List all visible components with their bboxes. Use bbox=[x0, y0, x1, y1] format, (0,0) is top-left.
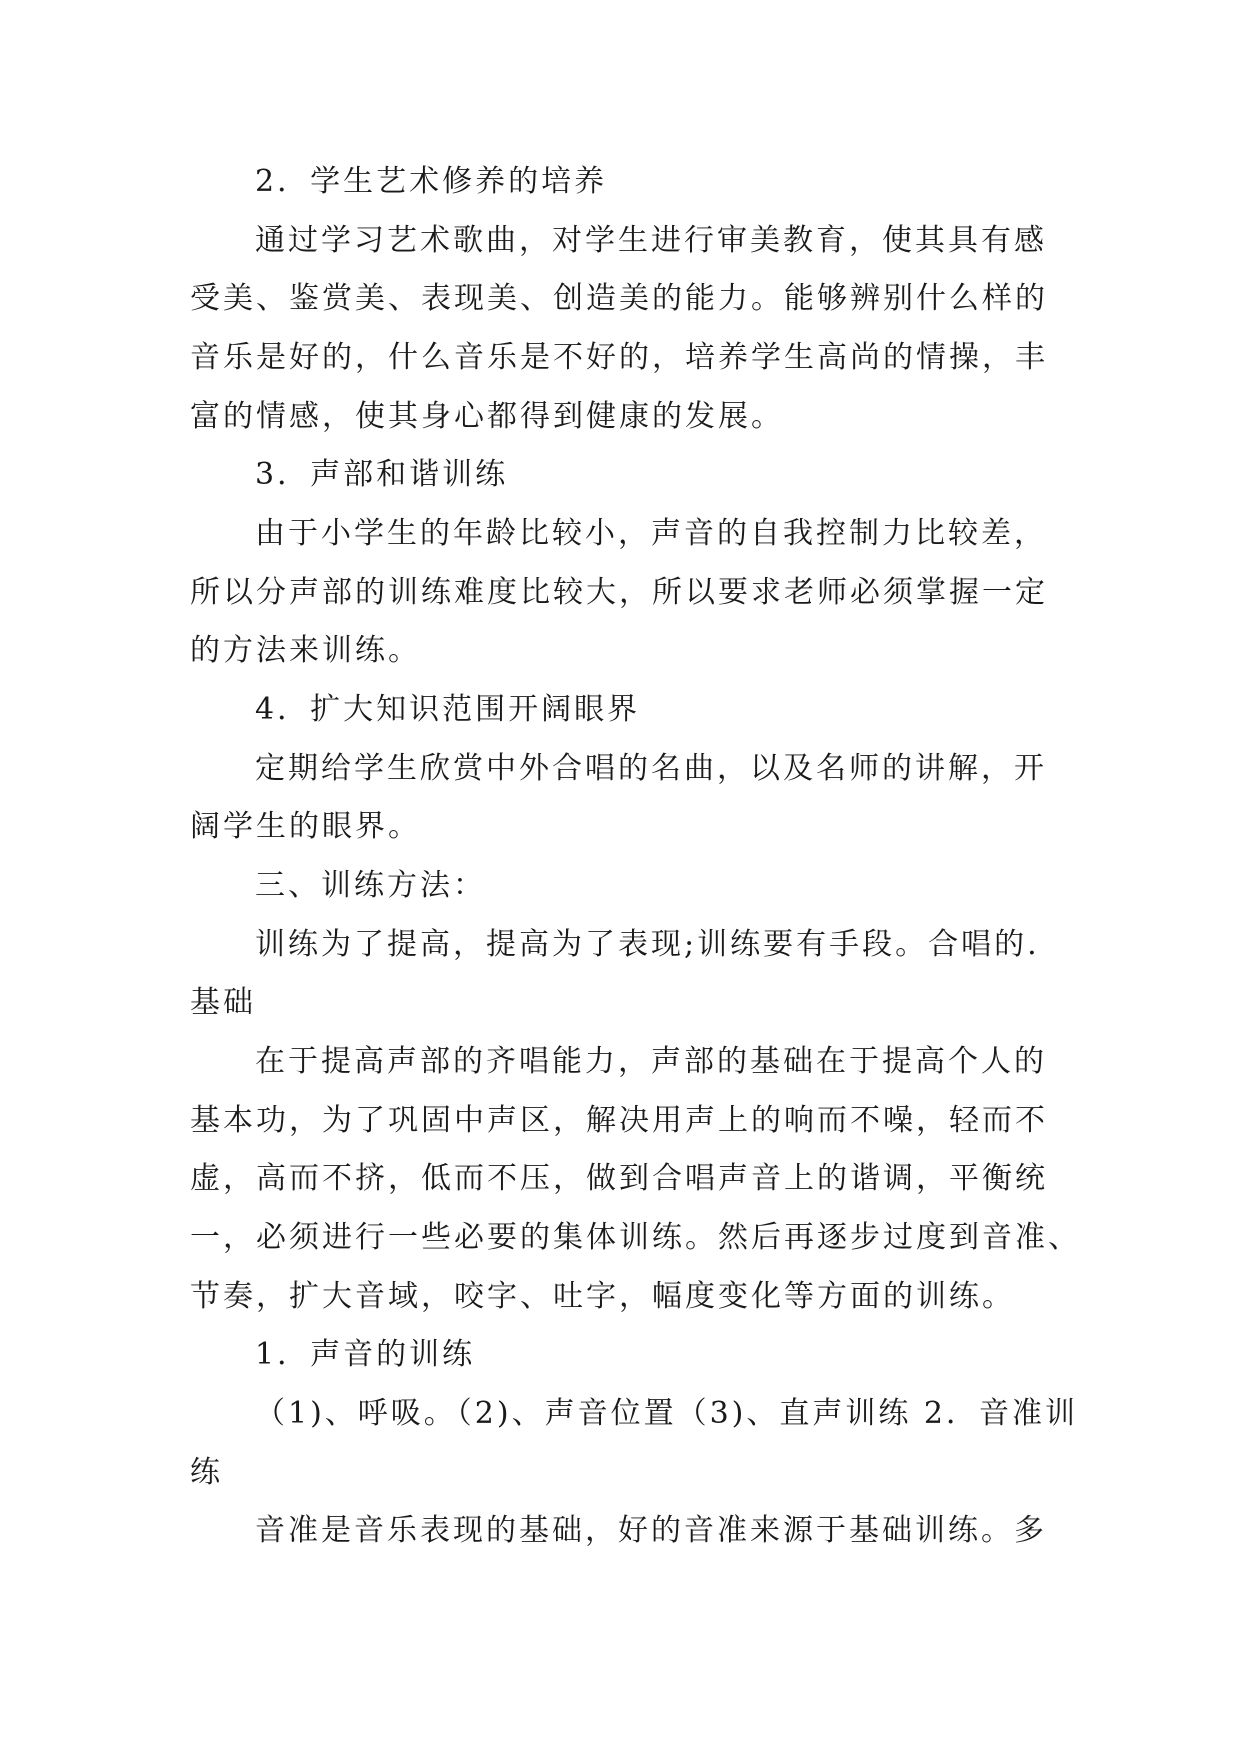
paragraph-line: 通过学习艺术歌曲，对学生进行审美教育，使其具有感 bbox=[255, 223, 1047, 258]
paragraph-line: 的方法来训练。 bbox=[190, 633, 421, 668]
paragraph-line: 练 bbox=[190, 1455, 223, 1490]
heading-voice-training: 1．声音的训练 bbox=[255, 1337, 476, 1372]
paragraph-line: 基本功，为了巩固中声区，解决用声上的响而不噪，轻而不 bbox=[190, 1103, 1048, 1138]
paragraph-line: 阔学生的眼界。 bbox=[190, 809, 421, 844]
paragraph-line: 节奏，扩大音域，咬字、吐字，幅度变化等方面的训练。 bbox=[190, 1279, 1015, 1314]
paragraph-line: 一，必须进行一些必要的集体训练。然后再逐步过度到音准、 bbox=[190, 1220, 1081, 1255]
heading-broaden-knowledge: 4．扩大知识范围开阔眼界 bbox=[255, 692, 641, 727]
paragraph-line: 训练为了提高，提高为了表现;训练要有手段。合唱的. bbox=[255, 927, 1040, 962]
paragraph-line: 受美、鉴赏美、表现美、创造美的能力。能够辨别什么样的 bbox=[190, 281, 1048, 316]
paragraph-line: 在于提高声部的齐唱能力，声部的基础在于提高个人的 bbox=[255, 1044, 1047, 1079]
paragraph-line: （1)、呼吸。（2)、声音位置（3)、直声训练 2．音准训 bbox=[255, 1396, 1078, 1431]
paragraph-line: 基础 bbox=[190, 985, 256, 1020]
paragraph-line: 虚，高而不挤，低而不压，做到合唱声音上的谐调，平衡统 bbox=[190, 1161, 1048, 1196]
paragraph-line: 富的情感，使其身心都得到健康的发展。 bbox=[190, 399, 784, 434]
paragraph-line: 由于小学生的年龄比较小，声音的自我控制力比较差， bbox=[255, 516, 1047, 551]
heading-art-cultivation: 2．学生艺术修养的培养 bbox=[255, 164, 608, 199]
paragraph-line: 音乐是好的，什么音乐是不好的，培养学生高尚的情操，丰 bbox=[190, 340, 1048, 375]
paragraph-line: 音准是音乐表现的基础，好的音准来源于基础训练。多 bbox=[255, 1513, 1047, 1548]
paragraph-line: 所以分声部的训练难度比较大，所以要求老师必须掌握一定 bbox=[190, 575, 1048, 610]
heading-harmony-training: 3．声部和谐训练 bbox=[255, 457, 509, 492]
heading-training-methods: 三、训练方法： bbox=[255, 868, 486, 903]
paragraph-line: 定期给学生欣赏中外合唱的名曲，以及名师的讲解，开 bbox=[255, 751, 1047, 786]
